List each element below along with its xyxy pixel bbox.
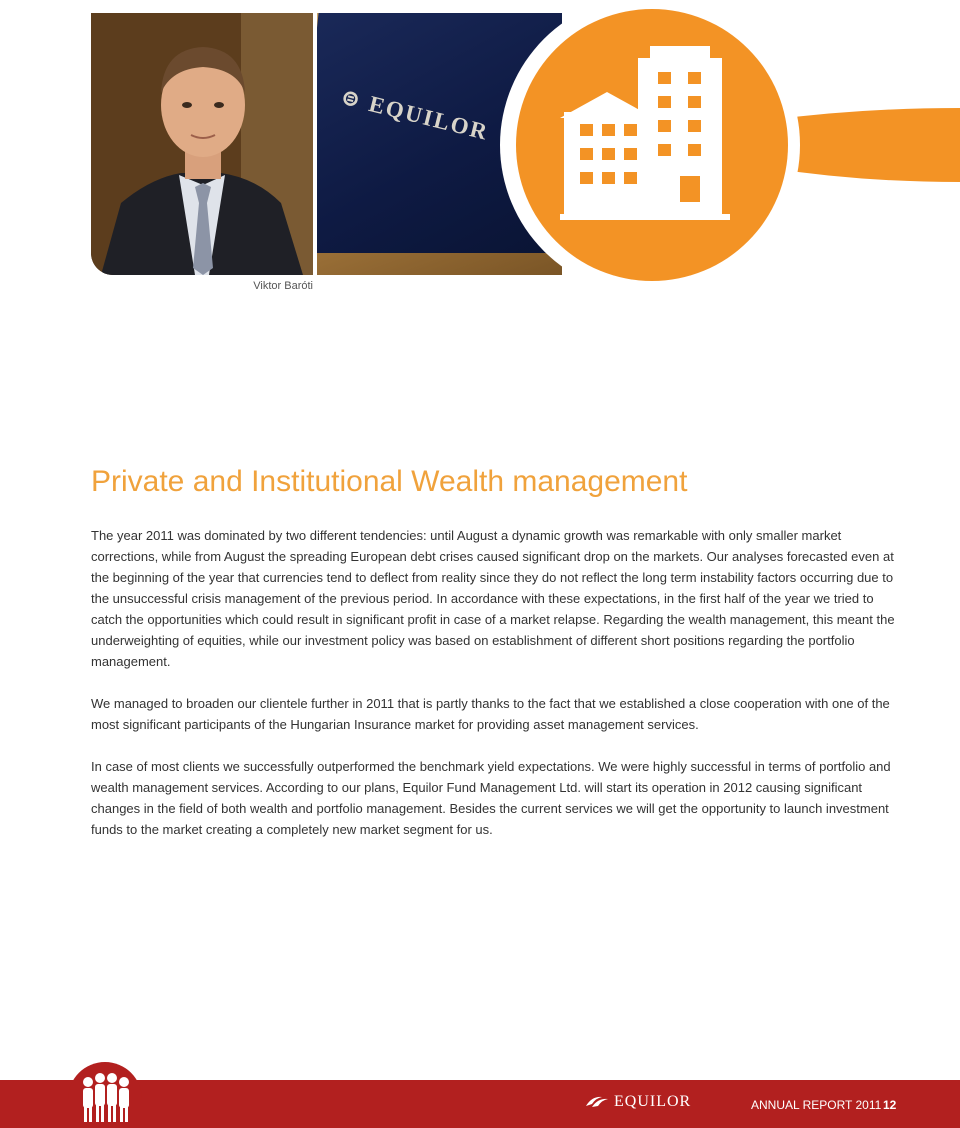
portrait-illustration xyxy=(91,13,313,275)
footer-logo-text: EQUILOR xyxy=(614,1093,692,1110)
article-body xyxy=(91,525,901,861)
equilor-logo-icon: ⊜ xyxy=(338,84,365,114)
magnifier-graphic xyxy=(480,0,960,300)
people-icon xyxy=(78,1068,134,1124)
portrait-photo xyxy=(91,13,313,275)
footer-logo xyxy=(584,1093,691,1111)
paragraph: The year 2011 was dominated by two different tendencies: until August a dynamic growth was remarkable with only smaller market corrections, while from August the spreading European debt crises caused significant drop on the markets. Our analyses forecasted even at the beginning of the year that currencies tend to deflect from reality since they do not reflect the long term instability factors occurring due to the unsuccessful crisis management of the previous period. In accordance with these expectations, in the first half of the year we tried to catch the opportunities which could result in significant profit in case of a market relapse. Regarding the wealth management, this meant the underweighting of equities, while our investment policy was based on establishment of different short positions regarding the portfolio management. xyxy=(91,528,895,669)
paragraph: In case of most clients we successfully outperformed the benchmark yield expectations. We were highly successful in terms of portfolio and wealth management services. According to our plans, Equilor Fund Management Ltd. will start its operation in 2012 causing significant changes in the field of both wealth and portfolio management. Besides the current services we will get the opportunity to launch investment funds to the market creating a completely new market segment for us. xyxy=(91,759,891,837)
report-label: ANNUAL REPORT 2011 xyxy=(751,1098,882,1112)
photo-caption: Viktor Baróti xyxy=(253,280,313,292)
brand-photo-text: EQUILOR xyxy=(366,91,492,145)
section-heading: Private and Institutional Wealth management xyxy=(91,465,688,498)
paragraph: We managed to broaden our clientele further in 2011 that is partly thanks to the fact that we established a close cooperation with one of the most significant participants of the Hungarian Insurance market for providing asset management services. xyxy=(91,696,890,732)
page-number: 12 xyxy=(883,1098,897,1112)
equilor-logo-icon xyxy=(584,1094,610,1110)
